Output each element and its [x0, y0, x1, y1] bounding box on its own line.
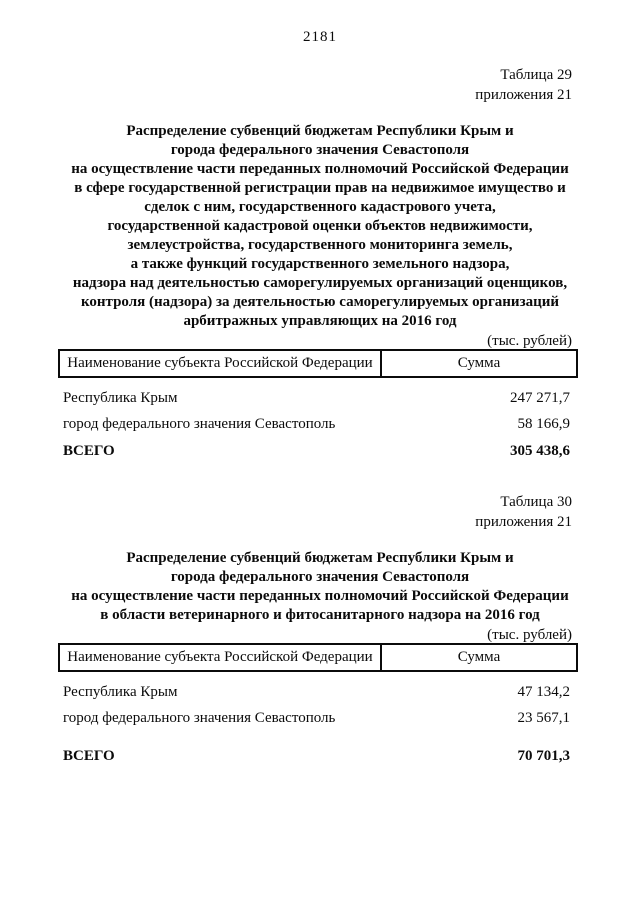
table-row	[63, 390, 577, 407]
table-30-caption	[63, 492, 577, 532]
table-body	[63, 684, 577, 765]
table-30-title	[63, 549, 577, 625]
section-table-30	[63, 492, 577, 765]
subject-name: Республика Крым	[63, 390, 178, 406]
table-row	[63, 416, 577, 433]
table-caption-line: Таблица 29	[500, 67, 572, 83]
subject-name: город федерального значения Севастополь	[63, 416, 336, 432]
section-table-29	[63, 65, 577, 460]
title-line: города федерального значения Севастополя	[170, 569, 470, 585]
table-caption-line: Таблица 30	[500, 494, 572, 510]
subject-sum-value: 47 134,2	[517, 684, 570, 700]
table-row	[63, 443, 577, 460]
header-cell-sum: Сумма	[457, 649, 501, 665]
subjects-table-29	[63, 349, 577, 460]
table-29-caption	[63, 65, 577, 105]
title-line: надзора над деятельностью саморегулируемых организаций оценщиков,	[72, 275, 568, 291]
title-line: на осуществление части переданных полномочий Российской Федерации	[71, 588, 569, 604]
subject-sum-value: 305 438,6	[510, 443, 570, 459]
subject-name: ВСЕГО	[63, 748, 115, 764]
table-row	[63, 710, 577, 727]
title-line: а также функций государственного земельного надзора,	[130, 256, 510, 272]
title-line: сделок с ним, государственного кадастрового учета,	[144, 199, 496, 215]
title-line: Распределение субвенций бюджетам Республики Крым и	[126, 123, 514, 139]
appendix-caption-line: приложения 21	[475, 514, 572, 530]
subject-sum-value: 23 567,1	[517, 710, 570, 726]
subject-name: город федерального значения Севастополь	[63, 710, 336, 726]
table-row	[63, 684, 577, 701]
subject-sum-value: 58 166,9	[517, 416, 570, 432]
title-line: землеустройства, государственного мониторинга земель,	[127, 237, 513, 253]
title-line: государственной кадастровой оценки объектов недвижимости,	[107, 218, 533, 234]
subject-name: ВСЕГО	[63, 443, 115, 459]
table-header-row	[58, 643, 578, 672]
subject-sum-value: 247 271,7	[510, 390, 570, 406]
units-label: (тыс. рублей)	[487, 627, 572, 643]
title-line: Распределение субвенций бюджетам Республики Крым и	[126, 550, 514, 566]
page-number: 2181	[303, 29, 337, 45]
header-cell-sum: Сумма	[457, 355, 501, 371]
title-line: в сфере государственной регистрации прав на недвижимое имущество и	[74, 180, 566, 196]
title-line: контроля (надзора) за деятельностью саморегулируемых организаций	[80, 294, 560, 310]
units-label: (тыс. рублей)	[487, 333, 572, 349]
table-row	[63, 748, 577, 765]
table-body	[63, 390, 577, 460]
header-cell-subject-name: Наименование субъекта Российской Федерации	[60, 645, 382, 670]
header-cell-subject-name: Наименование субъекта Российской Федерации	[60, 351, 382, 376]
appendix-caption-line: приложения 21	[475, 87, 572, 103]
title-line: арбитражных управляющих на 2016 год	[183, 313, 457, 329]
title-line: на осуществление части переданных полномочий Российской Федерации	[71, 161, 569, 177]
subject-sum-value: 70 701,3	[517, 748, 570, 764]
title-line: города федерального значения Севастополя	[170, 142, 470, 158]
subjects-table-30	[63, 643, 577, 765]
subject-name: Республика Крым	[63, 684, 178, 700]
title-line: в области ветеринарного и фитосанитарного надзора на 2016 год	[100, 607, 540, 623]
table-29-title	[63, 122, 577, 331]
table-header-row	[58, 349, 578, 378]
